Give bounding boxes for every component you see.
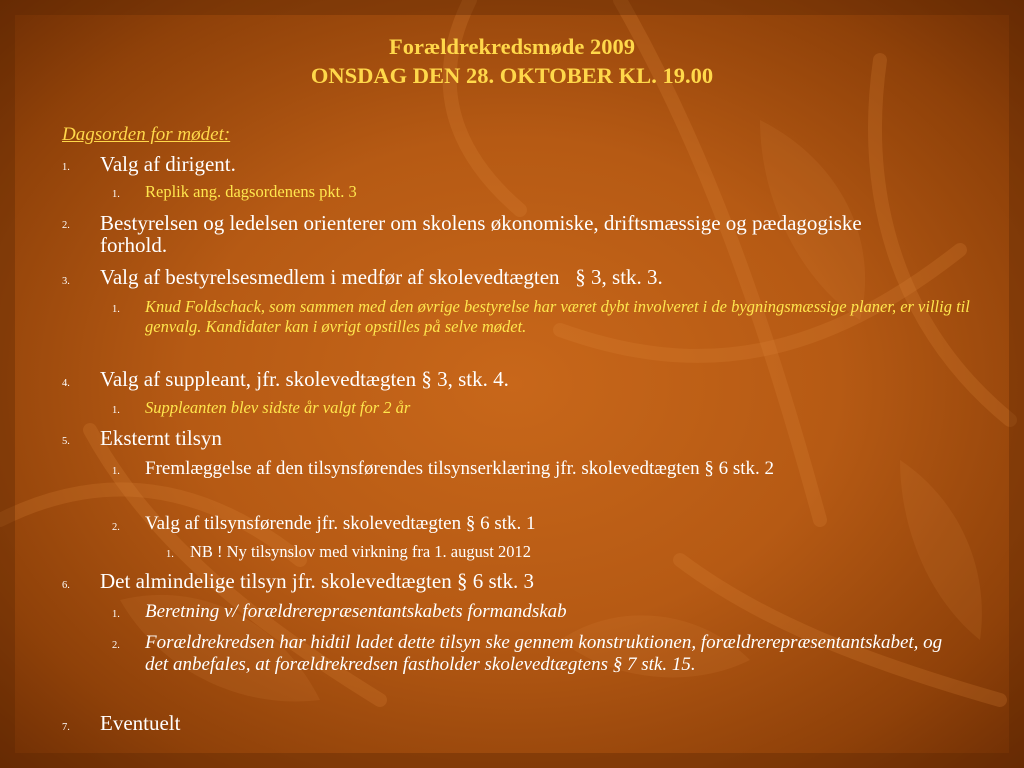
agenda-item-6: Det almindelige tilsyn jfr. skolevedtægten § 6 stk. 3 <box>100 569 534 593</box>
item-number: 3. <box>62 276 70 287</box>
item-number: 2. <box>62 220 70 231</box>
subitem-number: 1. <box>112 609 120 620</box>
item-number: 4. <box>62 378 70 389</box>
title-line-1: Forældrekredsmøde 2009 <box>388 34 636 59</box>
subitem-5-1: Fremlæggelse af den tilsynsførendes tilsynserklæring jfr. skolevedtægten § 6 stk. 2 <box>145 458 775 479</box>
subitem-number: 2. <box>112 522 120 533</box>
item-number: 7. <box>62 722 70 733</box>
subitem-1-1: Replik ang. dagsordenens pkt. 3 <box>145 182 357 201</box>
subitem-number: 2. <box>112 640 120 651</box>
subitem-number: 1. <box>112 405 120 416</box>
subitem-number: 1. <box>112 466 120 477</box>
slide-title <box>0 32 1024 90</box>
agenda-item-4: Valg af suppleant, jfr. skolevedtægten § 3, stk. 4. <box>100 367 509 391</box>
agenda-item-1: Valg af dirigent. <box>100 152 236 176</box>
subsubitem-5-2-1: NB ! Ny tilsynslov med virkning fra 1. august 2012 <box>190 542 531 561</box>
subitem-6-1: Beretning v/ forældrerepræsentantskabets formandskab <box>145 601 567 622</box>
subitem-4-1: Suppleanten blev sidste år valgt for 2 år <box>145 398 411 417</box>
subitem-3-1: Knud Foldschack, som sammen med den øvrige bestyrelse har været dybt involveret i de bygningsmæssige planer, er villig til genvalg. Kandidater kan i øvrigt opstilles på selve mødet. <box>145 297 970 336</box>
agenda-item-2: Bestyrelsen og ledelsen orienterer om skolens økonomiske, driftsmæssige og pædagogiske forhold. <box>100 211 862 257</box>
agenda-item-7: Eventuelt <box>100 711 181 735</box>
agenda-heading: Dagsorden for mødet: <box>62 124 231 145</box>
subitem-number: 1. <box>112 304 120 315</box>
item-number: 6. <box>62 580 70 591</box>
subitem-number: 1. <box>112 189 120 200</box>
agenda-item-5: Eksternt tilsyn <box>100 426 222 450</box>
item-number: 1. <box>62 162 70 173</box>
subitem-6-2: Forældrekredsen har hidtil ladet dette tilsyn ske gennem konstruktionen, forældrerepræsentantskabet, og det anbefales, at forældrekredsen fastholder skolevedtægtens § 7 stk. 15. <box>145 632 943 675</box>
title-line-2: ONSDAG DEN 28. OKTOBER KL. 19.00 <box>310 63 714 88</box>
subitem-number: 1. <box>166 549 174 560</box>
subitem-5-2: Valg af tilsynsførende jfr. skolevedtægten § 6 stk. 1 <box>145 513 536 534</box>
agenda-item-3: Valg af bestyrelsesmedlem i medfør af skolevedtægten § 3, stk. 3. <box>100 265 663 289</box>
item-number: 5. <box>62 436 70 447</box>
